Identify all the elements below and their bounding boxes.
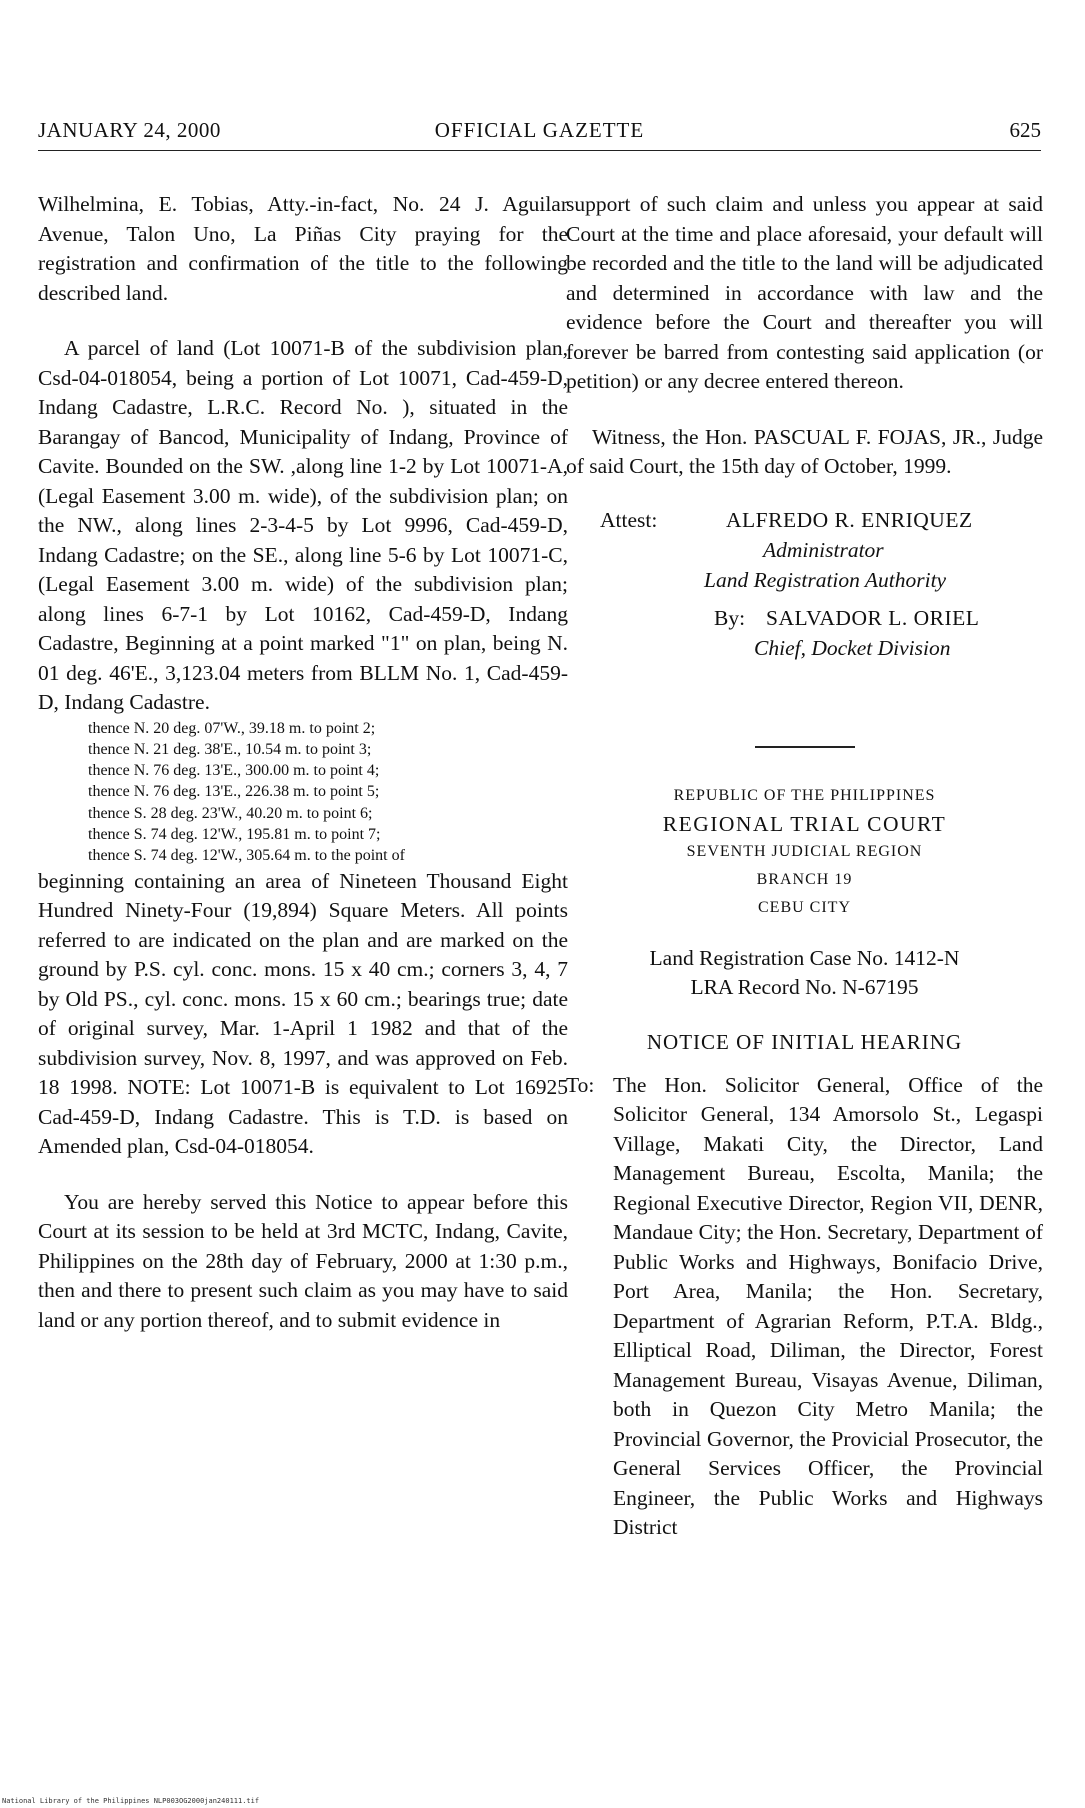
court-city: CEBU CITY [758,898,851,916]
land-description: A parcel of land (Lot 10071-B of the subdivision plan, Csd-04-018054, being a portion of Lot 10071, Cad-459-D, Indang Cadastre, L.R.C. Record No. ), situated in the Barangay of Bancod, Municipality of Indang, Province of Cavite. Bounded on the SW. ,along line 1-2 by Lot 10071-A, (Legal Easement 3.00 m. wide), of the subdivision plan; on the NW., along lines 2-3-4-5 by Lot 9996, Cad-459-D, Indang Cadastre; on the SE., along line 5-6 by Lot 10071-C, (Legal Easement 3.00 m. wide) of the subdivision plan; along lines 6-7-1 by Lot 10162, Cad-459-D, Indang Cadastre, Beginning at a point marked "1" on plan, being N. 01 deg. 46'E., 3,123.04 meters from BLLM No. 1, Cad-459-D, Indang Cadastre. [38,336,568,714]
lra-record-number: LRA Record No. N-67195 [690,974,919,999]
attest-title-lra: Land Registration Authority [704,567,947,592]
area-and-monuments [38,867,568,1162]
opening-paragraph: Wilhelmina, E. Tobias, Atty.-in-fact, No. 24 J. Aguilar Avenue, Talon Uno, La Piñas City praying for the registration and confirmation of the title to the following described land. [38,192,568,305]
bearing-line: thence S. 74 deg. 12'W., 305.64 m. to the point of [88,847,405,865]
addressees-block [566,1071,1043,1543]
header-rule [38,150,1041,151]
attest-title-administrator: Administrator [763,537,884,562]
publication-title: OFFICIAL GAZETTE [434,118,645,142]
bearing-line: thence S. 28 deg. 23'W., 40.20 m. to point 6; [88,804,373,822]
court-branch: BRANCH 19 [756,870,853,888]
page-number: 625 [1009,118,1041,142]
scan-footer: National Library of the Philippines NLP003OG2000jan240111.tif [2,1797,260,1805]
witness-prefix: Witness, the Hon. [592,424,748,449]
area-text: beginning containing an area of Nineteen Thousand Eight Hundred Ninety-Four (19,894) Square Meters. All points referred to are indicated on the plan and are marked on the ground by P.S. cyl. conc. mons. 15 x 40 cm.; corners 3, 4, 7 by Old PS., cyl. conc. mons. 15 x 60 cm.; bearings true; date of original survey, Mar. 1-April 1 1982 and that of the subdivision survey, Nov. 8, 1997, and was approved on Feb. 18 1998. [38,868,568,1100]
note-label: NOTE: [127,1075,191,1100]
bearings-list [38,718,568,867]
by-label: By: [714,605,746,630]
judge-name: PASCUAL F. FOJAS, JR., [753,424,987,449]
issue-date: JANUARY 24, 2000 [38,118,221,142]
court-region: SEVENTH JUDICIAL REGION [686,842,923,860]
bearing-line: thence N. 76 deg. 13'E., 300.00 m. to point 4; [88,762,380,780]
to-label: To: [566,1072,595,1097]
note-text: Lot 10071-B is equivalent to Lot 16925 Cad-459-D, Indang Cadastre. This is T.D. is based on Amended plan, Csd-04-018054. [38,1075,569,1159]
continuation-paragraph: support of such claim and unless you appear at said Court at the time and place aforesaid, your default will be recorded and the title to the land will be adjudicated and determined in accordance with law and the evidence before the Court and thereafter you will forever be barred from contesting said application (or petition) or any decree entered thereon. [566,192,1043,393]
served-paragraph: You are hereby served this Notice to appear before this Court at its session to be held at 3rd MCTC, Indang, Cavite, Philippines on the 28th day of February, 2000 at 1:30 p.m., then and there to present such claim as you may have to said land or any portion thereof, and to submit evidence in [38,1189,568,1332]
bearing-line: thence N. 76 deg. 13'E., 226.38 m. to point 5; [88,783,380,801]
witness-paragraph [566,423,1043,482]
page-header [38,118,1041,150]
section-divider [755,746,855,748]
bearing-line: thence N. 21 deg. 38'E., 10.54 m. to point 3; [88,740,372,758]
witness-suffix: Judge of said Court, the 15th day of October, 1999. [566,424,1043,478]
court-name: REGIONAL TRIAL COURT [662,811,947,836]
attest-name: ALFREDO R. ENRIQUEZ [726,507,973,532]
right-column [566,190,1043,1543]
bearing-line: thence S. 74 deg. 12'W., 195.81 m. to point 7; [88,825,381,843]
by-title: Chief, Docket Division [754,635,951,660]
signatory-block [566,605,1043,718]
court-republic: REPUBLIC OF THE PHILIPPINES [673,786,936,804]
left-column [38,190,568,1335]
addressees-text: The Hon. Solicitor General, Office of the Solicitor General, 134 Amorsolo St., Legaspi Village, Makati City, the Director, Land Management Bureau, Escolta, Manila; the Regional Executive Director, Region VII, DENR, Mandaue City; the Hon. Secretary, Department of Public Works and Highways, Bonifacio Drive, Port Area, Manila; the Hon. Secretary, Department of Agrarian Reform, P.T.A. Bldg., Elliptical Road, Diliman, the Director, Forest Management Bureau, Visayas Avenue, Diliman, both in Quezon City Metro Manila; the Provincial Governor, the Provicial Prosecutor, the General Services Officer, the Provincial Engineer, the Public Works and Highways District [613,1072,1043,1539]
bearing-line: thence N. 20 deg. 07'W., 39.18 m. to point 2; [88,719,376,737]
attest-label: Attest: [600,507,658,532]
case-number: Land Registration Case No. 1412-N [649,945,960,970]
notice-title: NOTICE OF INITIAL HEARING [646,1029,963,1054]
by-name: SALVADOR L. ORIEL [766,605,980,630]
